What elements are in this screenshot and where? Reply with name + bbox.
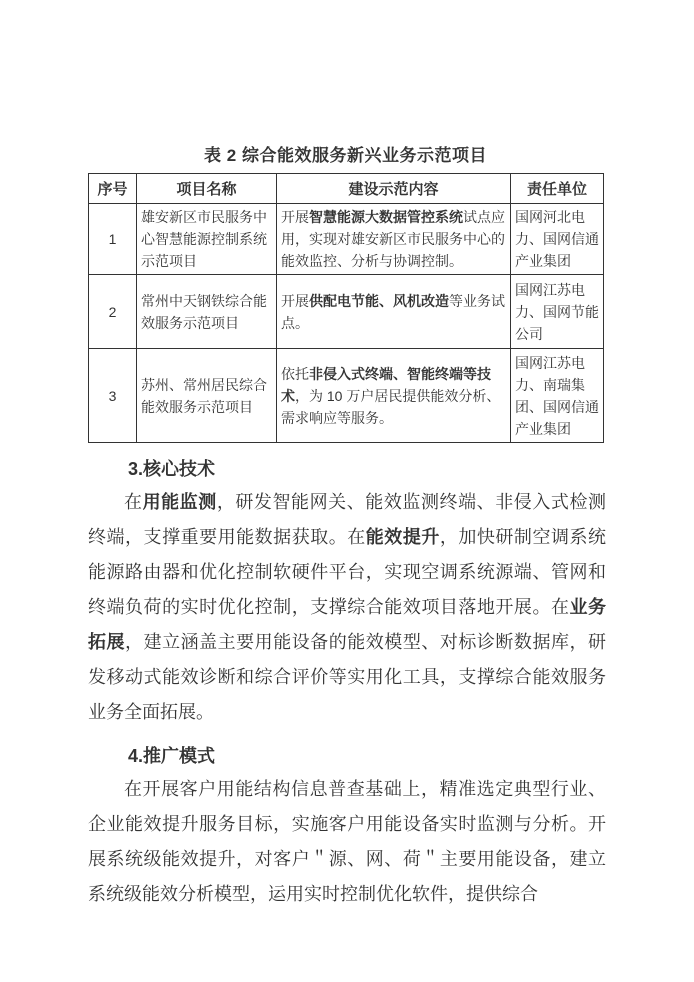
cell-demo-content: 依托非侵入式终端、智能终端等技术，为 10 万户居民提供能效分析、需求响应等服务。: [277, 349, 511, 443]
section-heading-core-technology: 3.核心技术: [128, 459, 216, 479]
paragraph-promotion-model: 在开展客户用能结构信息普查基础上，精准选定典型行业、企业能效提升服务目标，实施客户用能设备实时监测与分析。开展系统级能效提升，对客户＂源、网、荷＂主要用能设备，建立系统级能效分析模型，运用实时控制优化软件，提供综合: [88, 779, 606, 904]
table-row: [89, 275, 604, 349]
column-header-project-name: 项目名称: [137, 174, 277, 204]
demonstration-projects-table: [88, 173, 604, 443]
table-row: [89, 349, 604, 443]
cell-demo-content: 开展供配电节能、风机改造等业务试点。: [277, 275, 511, 349]
column-header-number: 序号: [89, 174, 137, 204]
section-heading-promotion-model: 4.推广模式: [128, 746, 216, 766]
cell-row-number: 3: [89, 349, 137, 443]
table-title: 表 2 综合能效服务新兴业务示范项目: [204, 146, 487, 165]
cell-row-number: 1: [89, 204, 137, 275]
cell-project-name: 雄安新区市民服务中心智慧能源控制系统示范项目: [137, 204, 277, 275]
table-header-row: [89, 174, 604, 204]
paragraph-core-technology: 在用能监测，研发智能网关、能效监测终端、非侵入式检测终端，支撑重要用能数据获取。在能效提升，加快研制空调系统能源路由器和优化控制软硬件平台，实现空调系统源端、管网和终端负荷的实时优化控制，支撑综合能效项目落地开展。在业务拓展，建立涵盖主要用能设备的能效模型、对标诊断数据库，研发移动式能效诊断和综合评价等实用化工具，支撑综合能效服务业务全面拓展。: [88, 492, 607, 722]
cell-row-number: 2: [89, 275, 137, 349]
table-row: [89, 204, 604, 275]
cell-responsible-unit: 国网江苏电力、南瑞集团、国网信通产业集团: [511, 349, 604, 443]
cell-responsible-unit: 国网河北电力、国网信通产业集团: [511, 204, 604, 275]
cell-responsible-unit: 国网江苏电力、国网节能公司: [511, 275, 604, 349]
column-header-unit: 责任单位: [511, 174, 604, 204]
cell-demo-content: 开展智慧能源大数据管控系统试点应用，实现对雄安新区市民服务中心的能效监控、分析与协调控制。: [277, 204, 511, 275]
cell-project-name: 苏州、常州居民综合能效服务示范项目: [137, 349, 277, 443]
cell-project-name: 常州中天钢铁综合能效服务示范项目: [137, 275, 277, 349]
column-header-content: 建设示范内容: [277, 174, 511, 204]
